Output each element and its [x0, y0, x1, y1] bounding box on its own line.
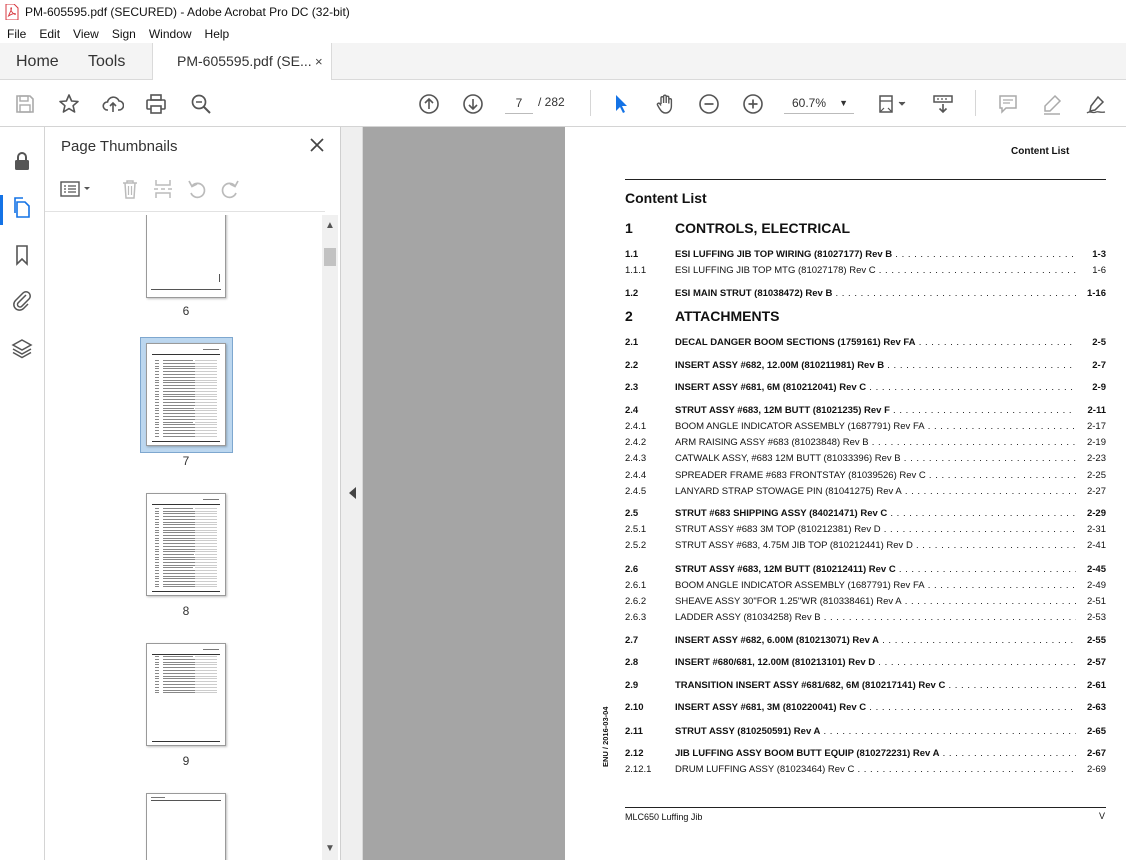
toc-entry-number: 2.5.2 [625, 540, 647, 551]
toc-entry-title: INSERT ASSY #681, 3M (810220041) Rev C . . . [675, 702, 1076, 713]
scrollbar-thumb[interactable] [324, 248, 336, 266]
toc-entry-title: STRUT ASSY (810250591) Rev A . . . [675, 726, 1076, 737]
panel-divider [45, 211, 325, 212]
toc-entry-page: 2-5 [1092, 337, 1106, 348]
toc-entry-page: 2-65 [1086, 726, 1106, 737]
upload-cloud-icon[interactable] [100, 91, 126, 117]
toc-entry-number: 2.12.1 [625, 764, 652, 775]
toc-entry[interactable] [625, 702, 1106, 714]
toc-entry[interactable] [625, 437, 1106, 449]
toc-entry-number: 2.2 [625, 360, 639, 371]
scroll-down-icon[interactable]: ▼ [325, 843, 335, 854]
page-footer-number: V [1099, 811, 1106, 821]
side-date-text: ENU / 2016-03-04 [601, 706, 610, 767]
toc-entry-number: 2.12 [625, 748, 644, 759]
menu-window[interactable]: Window [148, 26, 192, 41]
toc-entry-page: 2-23 [1086, 453, 1106, 464]
toc-entry[interactable] [625, 635, 1106, 647]
bookmark-star-icon[interactable] [56, 91, 82, 117]
page-thumbnails-panel [45, 127, 341, 860]
toc-entry-title: JIB LUFFING ASSY BOOM BUTT EQUIP (810272231) Rev A . . . [675, 748, 1076, 759]
zoom-in-icon[interactable] [740, 91, 766, 117]
toc-entry-title: ESI LUFFING JIB TOP MTG (81027178) Rev C . . . [675, 265, 1076, 276]
pdf-page [565, 127, 1126, 860]
tab-bar [0, 43, 1126, 80]
attachment-clip-icon[interactable] [10, 288, 34, 312]
toc-entry-title: INSERT #680/681, 12.00M (810213101) Rev D . . . [675, 657, 1076, 668]
toc-entry-number: 2.1 [625, 337, 639, 348]
toc-entry-page: 1-16 [1086, 288, 1106, 299]
thumbnail-page-10[interactable] [146, 793, 226, 860]
page-total: / 282 [538, 95, 565, 109]
toc-entry-title: DECAL DANGER BOOM SECTIONS (1759161) Rev FA . . . [675, 337, 1076, 348]
active-indicator [0, 195, 3, 225]
options-menu-icon[interactable] [59, 178, 93, 200]
toc-entry-page: 2-19 [1086, 437, 1106, 448]
toc-entry-page: 2-51 [1086, 596, 1106, 607]
document-view [341, 127, 1126, 860]
toc-entry-number: 2.4.2 [625, 437, 647, 448]
toc-entry-title: STRUT #683 SHIPPING ASSY (84021471) Rev C . . . [675, 508, 1076, 519]
toc-entry-number: 2.9 [625, 680, 639, 691]
toc-entry-title: TRANSITION INSERT ASSY #681/682, 6M (810217141) Rev C . . . [675, 680, 1076, 691]
toc-entry-page: 2-45 [1086, 564, 1106, 575]
toc-entry-number: 2.5 [625, 508, 639, 519]
toc-entry-number: 2.7 [625, 635, 639, 646]
toc-entry[interactable] [625, 726, 1106, 738]
toc-entry[interactable] [625, 764, 1106, 776]
toc-entry-page: 2-41 [1086, 540, 1106, 551]
toc-entry-number: 2.6 [625, 564, 639, 575]
toc-entry-number: 2.6.1 [625, 580, 647, 591]
toc-entry-title: CATWALK ASSY, #683 12M BUTT (81033396) Rev B . . . [675, 453, 1076, 464]
toc-entry[interactable] [625, 265, 1106, 277]
hand-tool-icon[interactable] [652, 91, 678, 117]
zoom-level-dropdown[interactable] [784, 92, 854, 114]
next-page-icon[interactable] [460, 91, 486, 117]
thumbnail-page-8[interactable] [146, 493, 226, 596]
thumbnail-page-9[interactable] [146, 643, 226, 746]
footer-rule [625, 807, 1106, 808]
toc-entry-page: 2-49 [1086, 580, 1106, 591]
thumbnail-label-8: 8 [182, 604, 190, 618]
thumbnail-label-9: 9 [182, 754, 190, 768]
menu-sign[interactable]: Sign [111, 26, 136, 41]
toc-entry[interactable] [625, 337, 1106, 349]
thumbnail-label-7: 7 [182, 454, 190, 468]
thumbnail-scrollbar[interactable] [322, 215, 338, 860]
toc-entry[interactable] [625, 382, 1106, 394]
menu-file[interactable]: File [7, 26, 27, 41]
zoom-search-icon[interactable] [188, 91, 214, 117]
toc-entry[interactable] [625, 405, 1106, 417]
toc-entry[interactable] [625, 657, 1106, 669]
collapse-panel-strip[interactable] [341, 127, 363, 860]
toc-entry-page: 2-53 [1086, 612, 1106, 623]
page-number-input[interactable]: 7 [505, 92, 533, 114]
thumbnail-label-6: 6 [182, 304, 190, 318]
toc-entry-page: 2-17 [1086, 421, 1106, 432]
toc-entry-number: 2.3 [625, 382, 639, 393]
toc-entry-number: 2.4.1 [625, 421, 647, 432]
page-background [363, 127, 565, 860]
toc-entry-number: 1.1.1 [625, 265, 647, 276]
toc-entry[interactable] [625, 470, 1106, 482]
toc-entry-number: 1.1 [625, 249, 639, 260]
highlight-pen-icon[interactable] [1039, 91, 1065, 117]
page-thumbnails-icon[interactable] [10, 195, 34, 219]
toc-entry-title: STRUT ASSY #683, 12M BUTT (810212411) Rev C . . . [675, 564, 1076, 575]
menu-edit[interactable]: Edit [39, 26, 61, 41]
toc-entry-title: BOOM ANGLE INDICATOR ASSEMBLY (1687791) Rev FA . . . [675, 421, 1076, 432]
toc-entry[interactable] [625, 540, 1106, 552]
toc-entry-number: 2.4.3 [625, 453, 647, 464]
toc-entry-page: 2-67 [1086, 748, 1106, 759]
toc-entry-title: LADDER ASSY (81034258) Rev B . . . [675, 612, 1076, 623]
collapse-arrow-icon[interactable] [349, 487, 356, 499]
toc-entry-page: 1-6 [1092, 265, 1106, 276]
print-icon[interactable] [143, 91, 169, 117]
toc-entry-page: 2-27 [1086, 486, 1106, 497]
toc-entry-page: 2-57 [1086, 657, 1106, 668]
page-fit-icon[interactable] [875, 91, 911, 117]
toc-entry[interactable] [625, 748, 1106, 760]
previous-page-icon[interactable] [416, 91, 442, 117]
thumbnail-toolbar [59, 175, 329, 203]
toc-entry[interactable] [625, 680, 1106, 692]
left-rail [0, 127, 45, 860]
toc-entry[interactable] [625, 524, 1106, 536]
toolbar-divider [975, 90, 976, 116]
sign-pen-icon[interactable] [1083, 91, 1109, 117]
page-footer-title: MLC650 Luffing Jib [625, 812, 703, 822]
tab-home[interactable]: Home [16, 53, 59, 70]
scroll-up-icon[interactable]: ▲ [325, 220, 335, 231]
toc-entry-title: ESI MAIN STRUT (81038472) Rev B . . . [675, 288, 1076, 299]
toc-entry-title: INSERT ASSY #681, 6M (810212041) Rev C . . . [675, 382, 1076, 393]
toc-entry-page: 2-63 [1086, 702, 1106, 713]
thumbnail-list [45, 215, 322, 860]
toc-entry-number: 2.5.1 [625, 524, 647, 535]
toc-entry-number: 2.11 [625, 726, 643, 737]
toc-entry-page: 2-7 [1092, 360, 1106, 371]
toc-entry[interactable] [625, 288, 1106, 300]
select-cursor-icon[interactable] [608, 91, 634, 117]
delete-trash-icon[interactable] [119, 178, 141, 200]
insert-page-icon[interactable] [152, 178, 174, 200]
toc-entry-page: 2-25 [1086, 470, 1106, 481]
toc-entry-page: 2-55 [1086, 635, 1106, 646]
toc-entry-number: 2.6.3 [625, 612, 647, 623]
toc-entry[interactable] [625, 580, 1106, 592]
toc-entry-page: 1-3 [1092, 249, 1106, 260]
toc-entry[interactable] [625, 612, 1106, 624]
toc-entry-page: 2-9 [1092, 382, 1106, 393]
toc-entry-title: SHEAVE ASSY 30"FOR 1.25"WR (810338461) Rev A . . . [675, 596, 1076, 607]
toc-entry[interactable] [625, 421, 1106, 433]
toc-entry-title: ARM RAISING ASSY #683 (81023848) Rev B . . . [675, 437, 1076, 448]
toc-entry-title: INSERT ASSY #682, 12.00M (810211981) Rev B . . . [675, 360, 1076, 371]
panel-title: Page Thumbnails [61, 138, 178, 155]
toc-entry-number: 2.8 [625, 657, 639, 668]
rotate-left-icon[interactable] [186, 178, 208, 200]
toc-entry-title: SPREADER FRAME #683 FRONTSTAY (81039526) Rev C . . . [675, 470, 1076, 481]
toolbar-divider [590, 90, 591, 116]
section-title: CONTROLS, ELECTRICAL [675, 220, 850, 236]
toc-entry-number: 2.6.2 [625, 596, 647, 607]
menu-bar [0, 24, 1126, 43]
toc-entry[interactable] [625, 249, 1106, 261]
section-number: 2 [625, 308, 633, 324]
tab-close-icon[interactable]: × [315, 54, 323, 69]
bookmark-icon[interactable] [10, 243, 34, 267]
toc-entry-title: LANYARD STRAP STOWAGE PIN (81041275) Rev A . . . [675, 486, 1076, 497]
zoom-out-icon[interactable] [696, 91, 722, 117]
toc-entry-page: 2-11 [1087, 405, 1106, 416]
toc-entry[interactable] [625, 453, 1106, 465]
toc-entry-number: 2.4 [625, 405, 639, 416]
close-icon[interactable] [307, 135, 327, 155]
toc-entry-title: STRUT ASSY #683, 4.75M JIB TOP (810212441) Rev D . . . [675, 540, 1076, 551]
tab-document-label: PM-605595.pdf (SE... [177, 53, 312, 69]
menu-view[interactable]: View [73, 26, 99, 41]
toc-entry-page: 2-31 [1086, 524, 1106, 535]
toc-entry-number: 2.10 [625, 702, 644, 713]
toc-entry-page: 2-69 [1086, 764, 1106, 775]
toc-entry-page: 2-29 [1086, 508, 1106, 519]
section-number: 1 [625, 220, 633, 236]
lock-icon[interactable] [10, 149, 34, 173]
chevron-down-icon: ▼ [839, 98, 848, 108]
toc-entry-title: INSERT ASSY #682, 6.00M (810213071) Rev A . . . [675, 635, 1076, 646]
toc-entry[interactable] [625, 360, 1106, 372]
toc-entry[interactable] [625, 486, 1106, 498]
toc-entry-title: STRUT ASSY #683 3M TOP (810212381) Rev D . . . [675, 524, 1076, 535]
main-toolbar [0, 80, 1126, 127]
comment-icon[interactable] [995, 91, 1021, 117]
toc-entry-number: 1.2 [625, 288, 639, 299]
toc-entry-number: 2.4.5 [625, 486, 647, 497]
zoom-level-value: 60.7% [792, 96, 827, 110]
scroll-mode-icon[interactable] [930, 91, 956, 117]
section-title: ATTACHMENTS [675, 308, 780, 324]
tab-tools[interactable]: Tools [88, 53, 126, 70]
rotate-right-icon[interactable] [219, 178, 241, 200]
window-title: PM-605595.pdf (SECURED) - Adobe Acrobat Pro DC (32-bit) [25, 5, 350, 19]
title-bar [0, 0, 1126, 24]
toc-entry-title: ESI LUFFING JIB TOP WIRING (81027177) Rev B . . . [675, 249, 1076, 260]
toc-entry-number: 2.4.4 [625, 470, 647, 481]
toc-entry-page: 2-61 [1086, 680, 1106, 691]
toc-entry[interactable] [625, 508, 1106, 520]
menu-help[interactable]: Help [204, 26, 230, 41]
toc-entry-title: DRUM LUFFING ASSY (81023464) Rev C . . . [675, 764, 1076, 775]
toc-entry-title: STRUT ASSY #683, 12M BUTT (81021235) Rev F . . . [675, 405, 1076, 416]
thumbnail-page-7[interactable] [146, 343, 226, 446]
save-icon[interactable] [12, 91, 38, 117]
page-header: Content List [1011, 146, 1070, 157]
toc-entry[interactable] [625, 564, 1106, 576]
thumbnail-page-6[interactable] [146, 215, 226, 298]
layers-icon[interactable] [10, 336, 34, 360]
header-rule [625, 179, 1106, 180]
toc-entry-title: BOOM ANGLE INDICATOR ASSEMBLY (1687791) Rev FA . . . [675, 580, 1076, 591]
content-list-title: Content List [625, 190, 707, 206]
acrobat-pdf-icon [5, 4, 19, 20]
toc-entry[interactable] [625, 596, 1106, 608]
tab-document[interactable] [152, 43, 332, 81]
